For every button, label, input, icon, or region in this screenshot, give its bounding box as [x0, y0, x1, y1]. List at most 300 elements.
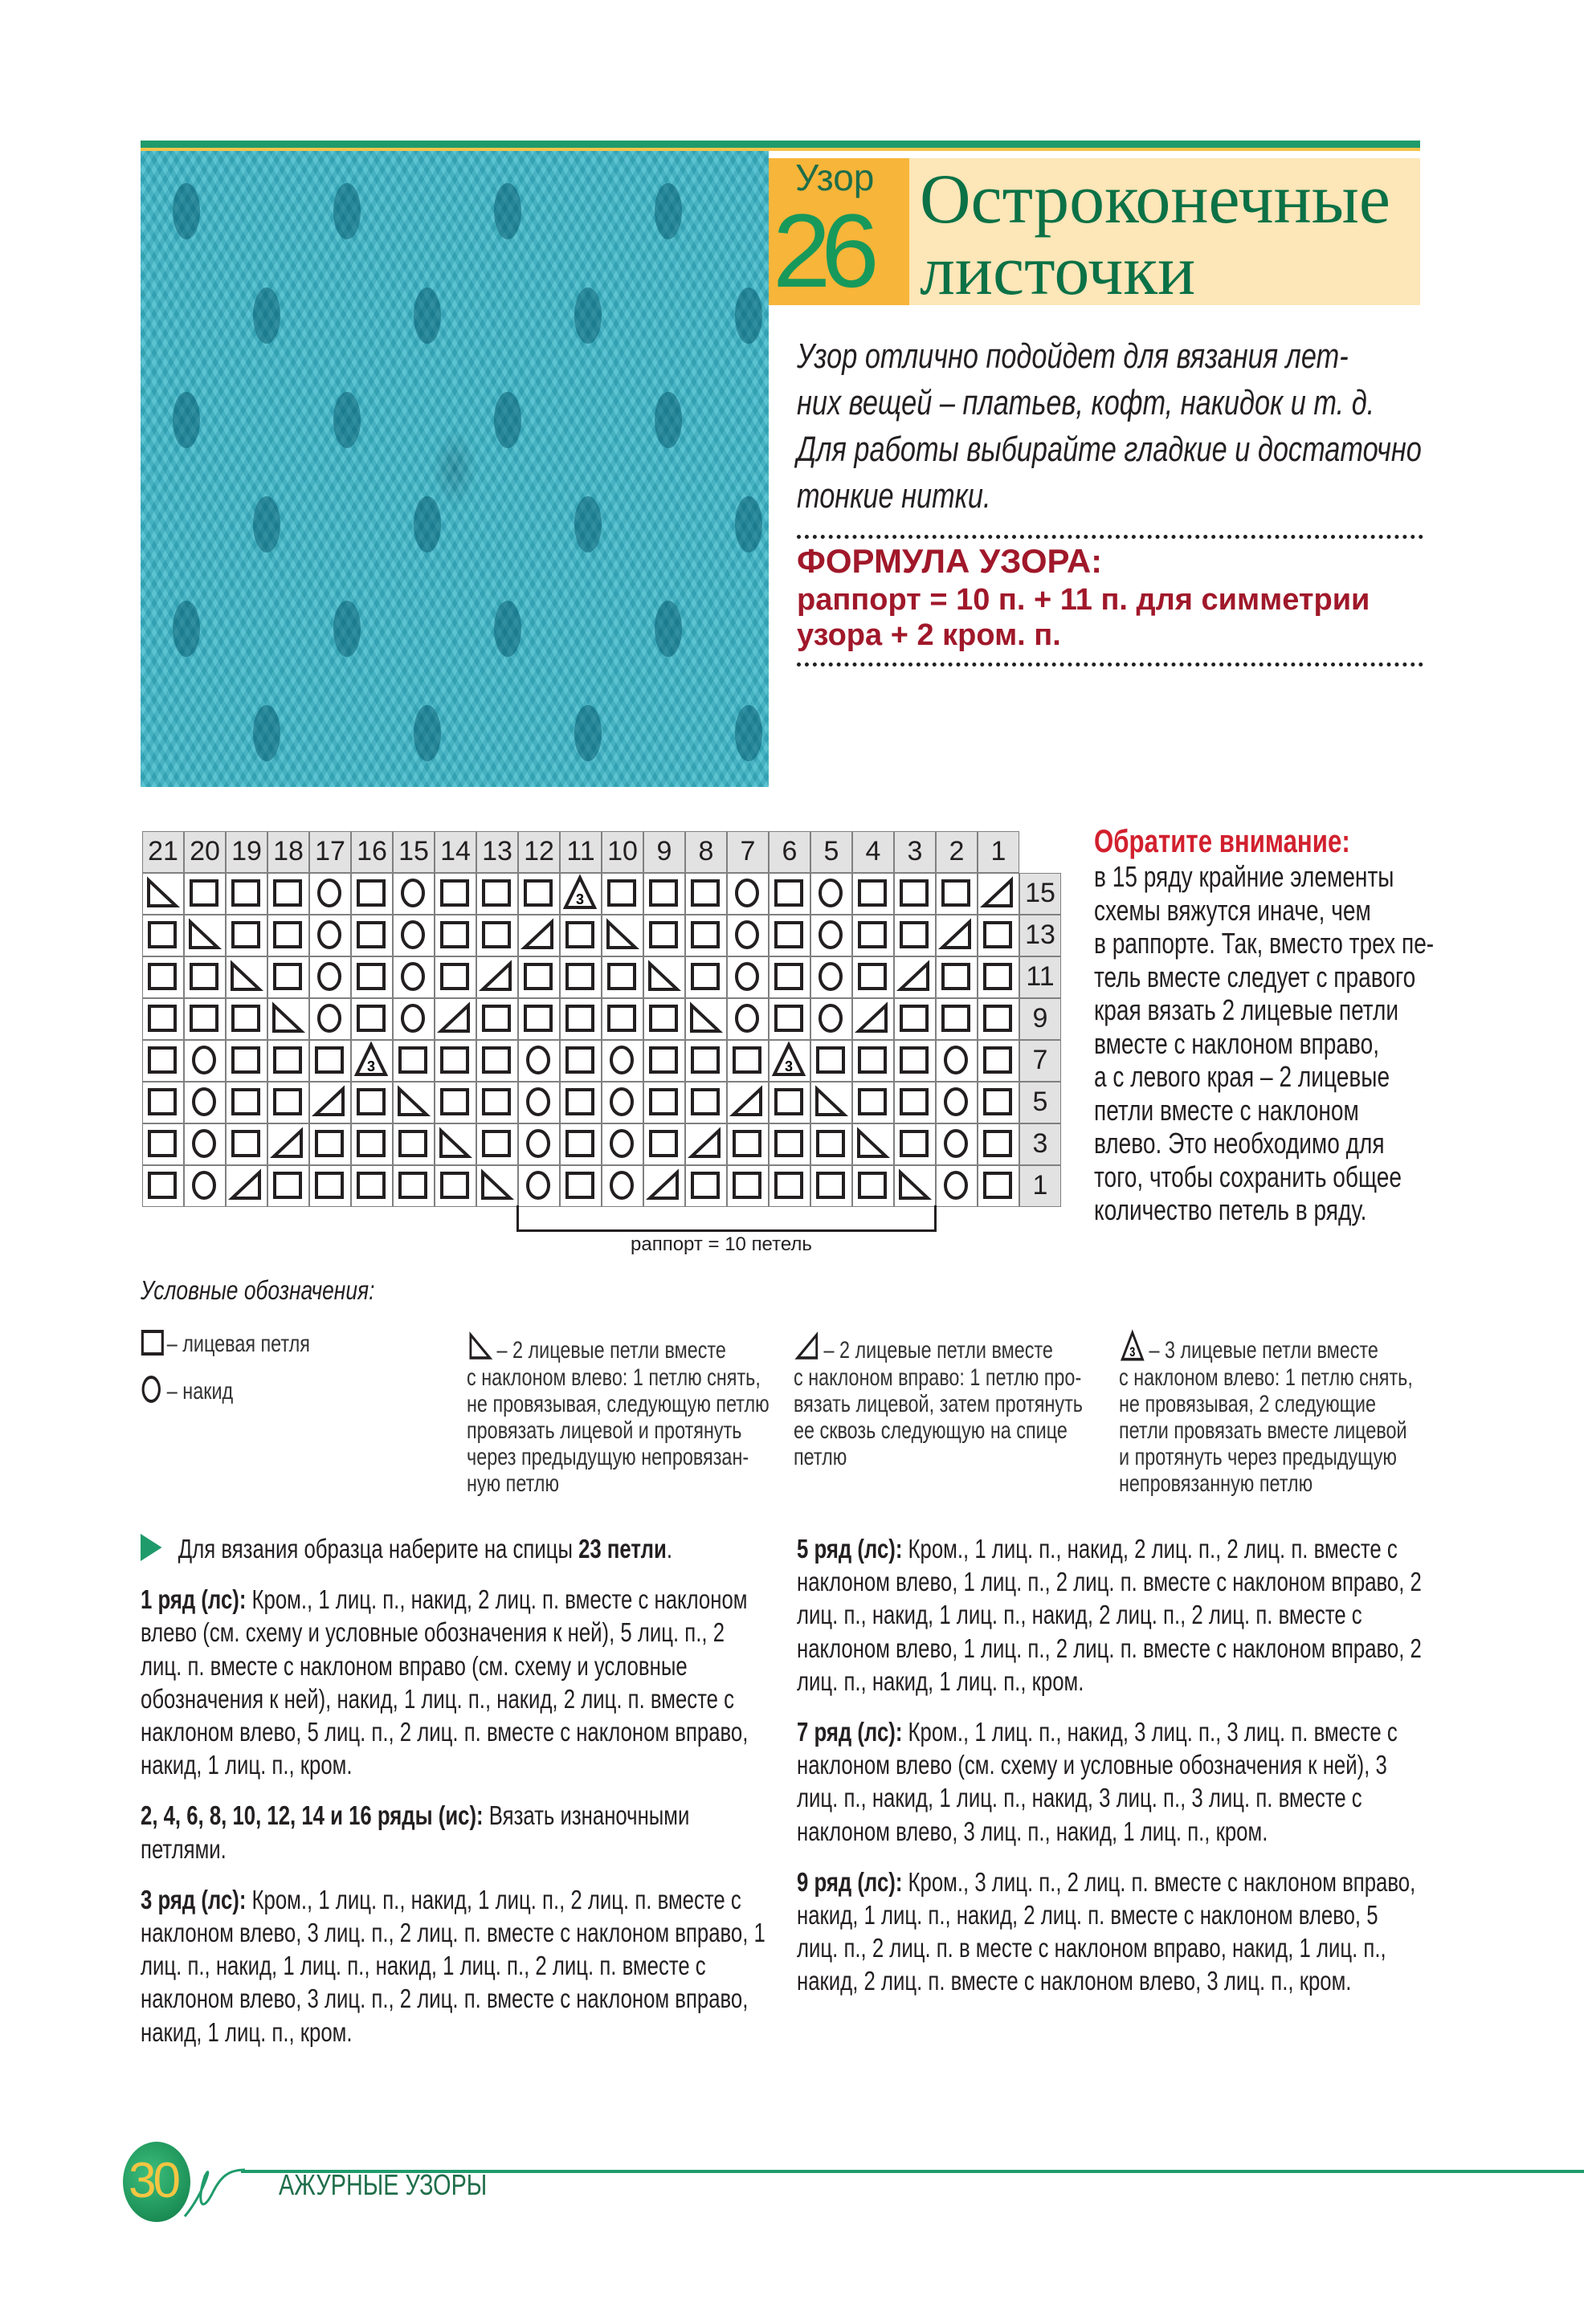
knit-square-icon	[519, 957, 558, 997]
knit-square-icon	[435, 1041, 475, 1080]
chart-cell	[184, 1165, 226, 1207]
chart-cell	[769, 1040, 810, 1082]
k2tog-left-icon	[853, 1124, 892, 1164]
knit-square-icon	[728, 1124, 767, 1164]
chart-cell	[309, 915, 351, 956]
chart-cell	[769, 1082, 810, 1123]
column-number: 14	[435, 831, 476, 873]
chart-cell	[894, 998, 936, 1040]
chart-cell	[518, 956, 560, 998]
chart-cell	[894, 1165, 936, 1207]
chart-cell	[393, 1040, 435, 1082]
lace-hole	[253, 287, 280, 344]
chart-cell	[142, 1040, 184, 1082]
legend-text-line	[794, 1364, 1083, 1391]
knit-square-icon	[895, 915, 934, 955]
chart-cell	[894, 915, 936, 956]
legend-text-first	[467, 1329, 770, 1364]
row-label: 5 ряд (лс):	[797, 1534, 903, 1564]
chart-cell	[184, 1123, 226, 1165]
knit-square-icon	[937, 957, 976, 997]
legend-text-line	[1119, 1364, 1413, 1391]
knit-square-icon	[352, 957, 391, 997]
legend-text: ее сквозь следующую на спице	[794, 1417, 1068, 1444]
knit-square-icon	[978, 1082, 1018, 1122]
chart-cell	[936, 956, 978, 998]
row-number: 9	[1019, 998, 1061, 1040]
description-line: тонкие нитки.	[797, 476, 991, 516]
knit-square-icon	[143, 999, 182, 1038]
chart-cell	[894, 873, 936, 915]
chart-cell	[602, 1040, 643, 1082]
knit-square-icon	[352, 1166, 391, 1205]
chart-cell	[476, 1040, 518, 1082]
chart-cell	[267, 873, 309, 915]
knit-square-icon	[435, 915, 475, 955]
page-number: 30	[129, 2153, 178, 2208]
knit-square-icon	[853, 957, 892, 997]
pattern-description	[797, 333, 1422, 520]
chart-cell	[142, 1082, 184, 1123]
chart-cell	[226, 1040, 267, 1082]
chart-cell	[852, 1040, 894, 1082]
yarn-thread-icon	[181, 2160, 253, 2224]
k2tog-right-icon	[937, 915, 976, 955]
row-number: 7	[1019, 1040, 1061, 1082]
chart-cell	[810, 873, 852, 915]
chart-cell	[810, 1040, 852, 1082]
chart-cell	[309, 1165, 351, 1207]
lace-hole	[655, 392, 682, 448]
k2tog-left-icon	[602, 915, 642, 955]
chart-cell	[184, 956, 226, 998]
chart-cell	[560, 956, 602, 998]
legend-text-first	[794, 1329, 1083, 1364]
legend-text-line	[467, 1391, 770, 1417]
chart-cell	[351, 915, 393, 956]
chart-cell	[643, 956, 685, 998]
chart-cell	[978, 873, 1019, 915]
chart-cell	[226, 1165, 267, 1207]
k3tog-left-icon	[352, 1041, 391, 1080]
top-accent-bar	[141, 141, 1420, 151]
knit-square-icon	[686, 915, 725, 955]
column-number: 3	[894, 831, 936, 873]
column-number: 7	[727, 831, 769, 873]
k3tog-left-icon	[1119, 1329, 1146, 1364]
row-number: 5	[1019, 1082, 1061, 1123]
knit-square-icon	[853, 1082, 892, 1122]
rapport-label: раппорт = 10 петель	[631, 1233, 812, 1255]
yarn-over-circle-icon	[937, 1082, 976, 1122]
chart-cell	[936, 915, 978, 956]
chart-cell	[978, 1123, 1019, 1165]
chart-cell	[435, 1165, 476, 1207]
legend-text: через предыдущую непровязан-	[467, 1444, 749, 1470]
chart-cell	[560, 1165, 602, 1207]
knit-square-icon	[561, 1166, 600, 1205]
knit-square-icon	[686, 1166, 725, 1205]
pattern-number: 26	[773, 192, 870, 309]
legend-text-line	[467, 1470, 770, 1497]
row-label: 7 ряд (лс):	[797, 1717, 903, 1747]
yarn-over-circle-icon	[811, 915, 851, 955]
knit-square-icon	[561, 957, 600, 997]
chart-cell	[393, 956, 435, 998]
knit-square-icon	[602, 957, 642, 997]
yarn-over-circle-icon	[728, 874, 767, 913]
yarn-over-circle-icon	[519, 1166, 558, 1205]
chart-cell	[643, 1040, 685, 1082]
description-line: Для работы выбирайте гладкие и достаточно	[797, 430, 1422, 469]
legend-k3tog-left	[1119, 1329, 1413, 1497]
lace-hole	[735, 705, 762, 761]
row-number: 3	[1019, 1123, 1061, 1165]
legend-text: непровязанную петлю	[1119, 1470, 1313, 1497]
knit-square-icon	[394, 1166, 433, 1205]
chart-cell	[518, 1165, 560, 1207]
knit-square-icon	[185, 874, 224, 913]
chart-cell	[351, 1123, 393, 1165]
column-number: 12	[518, 831, 560, 873]
column-number: 1	[978, 831, 1019, 873]
column-number: 16	[351, 831, 393, 873]
lace-hole	[253, 496, 280, 552]
knit-square-icon	[352, 915, 391, 955]
legend-title: Условные обозначения:	[141, 1275, 375, 1305]
chart-cell	[393, 873, 435, 915]
note-line: влево. Это необходимо для	[1094, 1127, 1385, 1160]
knit-square-icon	[978, 1166, 1018, 1205]
knit-square-icon	[811, 1124, 851, 1164]
chart-cell	[685, 956, 727, 998]
chart-cell	[852, 915, 894, 956]
chart-cell	[769, 998, 810, 1040]
chart-cell	[435, 956, 476, 998]
knit-square-icon	[227, 999, 266, 1038]
knit-square-icon	[477, 915, 516, 955]
chart-cell	[142, 915, 184, 956]
chart-cell	[685, 915, 727, 956]
chart-cell	[309, 998, 351, 1040]
knit-square-icon	[435, 957, 475, 997]
yarn-over-circle-icon	[602, 1124, 642, 1164]
yarn-over-circle-icon	[811, 957, 851, 997]
chart-cell	[184, 915, 226, 956]
lace-hole	[574, 287, 602, 344]
chart-cell	[602, 1082, 643, 1123]
knit-square-icon	[561, 1041, 600, 1080]
lace-hole	[574, 705, 602, 761]
chart-cell	[476, 1082, 518, 1123]
knit-square-icon	[268, 915, 308, 955]
knit-square-icon	[227, 874, 266, 913]
chart-cell	[769, 1123, 810, 1165]
yarn-over-circle-icon	[728, 999, 767, 1038]
knit-square-icon	[141, 1329, 165, 1356]
knit-square-icon	[561, 1082, 600, 1122]
note-line: петли вместе с наклоном	[1094, 1093, 1359, 1127]
note-line: количество петель в ряду.	[1094, 1193, 1367, 1226]
k2tog-left-icon	[143, 874, 182, 913]
column-number: 2	[936, 831, 978, 873]
knit-square-icon	[811, 1041, 851, 1080]
k2tog-right-icon	[477, 957, 516, 997]
legend-text: не провязывая, следующую петлю	[467, 1391, 770, 1417]
chart-cell	[435, 998, 476, 1040]
legend-text-line	[794, 1444, 1083, 1470]
lace-hole	[735, 496, 762, 552]
yarn-over-circle-icon	[394, 999, 433, 1038]
yarn-over-circle-icon	[185, 1166, 224, 1205]
legend-text-first	[1119, 1329, 1413, 1364]
row-number: 11	[1019, 956, 1061, 998]
chart-cell	[936, 1123, 978, 1165]
knit-square-icon	[853, 1166, 892, 1205]
chart-cell	[894, 1123, 936, 1165]
chart-cell	[685, 1082, 727, 1123]
k2tog-left-icon	[268, 999, 308, 1038]
chart-cell	[810, 915, 852, 956]
chart-cell	[727, 1123, 769, 1165]
row-text: Кром., 1 лиц. п., накид, 1 лиц. п., 2 лиц. п. вместе с наклоном влево, 3 лиц. п., 2 лиц. п. вместе с наклоном вправо, 1 лиц. п., накид, 1 лиц. п., накид, 1 лиц. п., 2 лиц. п. вместе с наклоном влево, 3 лиц. п., 2 лиц. п. вместе с наклоном вправо, накид, 1 лиц. п., кром.	[141, 1884, 765, 2047]
chart-cell	[226, 1082, 267, 1123]
chart-cell	[560, 915, 602, 956]
row-text: Кром., 3 лиц. п., 2 лиц. п. вместе с наклоном вправо, накид, 1 лиц. п., накид, 2 лиц. п. вместе с наклоном влево, 5 лиц. п., 2 лиц. п. в месте с наклоном вправо, накид, 1 лиц. п., накид, 2 лиц. п. вместе с наклоном влево, 3 лиц. п., кром.	[797, 1866, 1416, 1996]
note-line: в раппорте. Так, вместо трех пе-	[1094, 927, 1435, 960]
chart-cell	[267, 1082, 309, 1123]
chart-cell	[518, 1123, 560, 1165]
chart-cell	[727, 873, 769, 915]
chart-cell	[351, 873, 393, 915]
knit-square-icon	[143, 1124, 182, 1164]
knit-square-icon	[895, 1082, 934, 1122]
column-number: 19	[226, 831, 267, 873]
chart-cell	[978, 1165, 1019, 1207]
chart-cell	[769, 873, 810, 915]
knit-square-icon	[143, 1041, 182, 1080]
chart-cell	[435, 915, 476, 956]
chart-cell	[267, 1165, 309, 1207]
column-number: 6	[769, 831, 810, 873]
row-text: Кром., 1 лиц. п., накид, 3 лиц. п., 3 лиц. п. вместе с наклоном влево (см. схему и условные обозначения к ней), 3 лиц. п., накид, 1 лиц. п., накид, 3 лиц. п., 3 лиц. п. вместе с наклоном влево, 3 лиц. п., накид, 1 лиц. п., кром.	[797, 1717, 1398, 1846]
knit-square-icon	[519, 874, 558, 913]
chart-cell	[226, 956, 267, 998]
chart-cell	[643, 1165, 685, 1207]
column-number: 8	[685, 831, 727, 873]
knit-square-icon	[644, 874, 684, 913]
knit-square-icon	[770, 1082, 809, 1122]
chart-cell	[685, 1165, 727, 1207]
lace-hole	[574, 496, 602, 552]
knit-square-icon	[686, 874, 725, 913]
yarn-over-circle-icon	[811, 999, 851, 1038]
knit-square-icon	[770, 957, 809, 997]
knit-square-icon	[477, 874, 516, 913]
knit-square-icon	[978, 999, 1018, 1038]
chart-cell	[560, 1123, 602, 1165]
k2tog-right-icon	[268, 1124, 308, 1164]
lace-hole	[735, 287, 762, 344]
knit-square-icon	[602, 874, 642, 913]
chart-cell	[267, 956, 309, 998]
knit-square-icon	[477, 999, 516, 1038]
knit-square-icon	[561, 999, 600, 1038]
knit-square-icon	[477, 1082, 516, 1122]
chart-cell	[727, 998, 769, 1040]
chart-cell	[142, 1165, 184, 1207]
dotted-divider	[797, 663, 1423, 667]
row-label: 2, 4, 6, 8, 10, 12, 14 и 16 ряды (ис):	[141, 1800, 484, 1831]
chart-cell	[685, 1040, 727, 1082]
formula-text: раппорт = 10 п. + 11 п. для симметрии узора + 2 кром. п.	[797, 583, 1370, 652]
chart-cell	[393, 998, 435, 1040]
chart-cell	[142, 956, 184, 998]
yarn-over-circle-icon	[602, 1082, 642, 1122]
knit-square-icon	[770, 999, 809, 1038]
knit-square-icon	[352, 1124, 391, 1164]
page-title-line2: листочки	[920, 232, 1196, 310]
description-line: Узор отлично подойдет для вязания лет-	[797, 336, 1349, 376]
k2tog-left-icon	[811, 1082, 851, 1122]
k2tog-left-icon	[895, 1166, 934, 1205]
chart-cell	[852, 1082, 894, 1123]
knit-square-icon	[978, 957, 1018, 997]
knit-square-icon	[770, 874, 809, 913]
yarn-over-circle-icon	[185, 1041, 224, 1080]
chart-cell	[978, 998, 1019, 1040]
knit-square-icon	[185, 957, 224, 997]
chart-cell	[602, 915, 643, 956]
knit-square-icon	[435, 1166, 475, 1205]
row-number: 15	[1019, 873, 1061, 915]
chart-cell	[518, 1040, 560, 1082]
knit-square-icon	[143, 1166, 182, 1205]
knit-square-icon	[895, 1124, 934, 1164]
chart-cell	[936, 1040, 978, 1082]
column-number: 10	[602, 831, 643, 873]
yarn-over-circle-icon	[728, 957, 767, 997]
legend-knit	[141, 1329, 310, 1357]
svg-text:3: 3	[784, 1058, 794, 1074]
yarn-over-circle-icon	[811, 874, 851, 913]
chart-cell	[351, 1082, 393, 1123]
chart-cell	[560, 1040, 602, 1082]
note-line: вместе с наклоном вправо,	[1094, 1026, 1380, 1060]
column-number: 5	[810, 831, 852, 873]
k2tog-right-icon	[435, 999, 475, 1038]
chart-cell	[351, 1165, 393, 1207]
cast-on-instruction: Для вязания образца наберите на спицы 23 петли.	[141, 1532, 767, 1565]
chart-cell	[393, 915, 435, 956]
chart-cell	[226, 1123, 267, 1165]
knit-square-icon	[477, 1124, 516, 1164]
chart-cell	[936, 873, 978, 915]
legend-text-line	[467, 1364, 770, 1391]
knit-square-icon	[770, 1124, 809, 1164]
yarn-over-circle-icon	[310, 999, 349, 1038]
legend-text: – 2 лицевые петли вместе	[496, 1337, 726, 1364]
note-line: а с левого края – 2 лицевые	[1094, 1060, 1390, 1093]
knit-square-icon	[895, 999, 934, 1038]
chart-cell	[769, 915, 810, 956]
knit-square-icon	[143, 1082, 182, 1122]
column-number: 9	[643, 831, 685, 873]
row-label: 9 ряд (лс):	[797, 1866, 903, 1897]
rapport-bracket	[516, 1205, 937, 1232]
legend-text-line	[467, 1444, 770, 1470]
legend-text: – 2 лицевые петли вместе	[823, 1337, 1053, 1364]
note-line: края вязать 2 лицевые петли	[1094, 993, 1399, 1026]
knit-square-icon	[853, 874, 892, 913]
knit-square-icon	[853, 915, 892, 955]
chart-cell	[309, 956, 351, 998]
k2tog-right-icon	[227, 1166, 266, 1205]
k2tog-left-icon	[394, 1082, 433, 1122]
knit-square-icon	[310, 1124, 349, 1164]
chart-cell	[267, 915, 309, 956]
yarn-over-circle-icon	[394, 874, 433, 913]
knit-square-icon	[352, 999, 391, 1038]
k2tog-right-icon	[794, 1329, 821, 1364]
k2tog-right-icon	[310, 1082, 349, 1122]
knit-square-icon	[644, 1124, 684, 1164]
k2tog-left-icon	[185, 915, 224, 955]
row-text: Кром., 1 лиц. п., накид, 2 лиц. п. вместе с наклоном влево (см. схему и условные обозначения к ней), 5 лиц. п., 2 лиц. п. вместе с наклоном вправо (см. схему и условные обозначения к ней), накид, 1 лиц. п., накид, 2 лиц. п. вместе с наклоном влево, 5 лиц. п., 2 лиц. п. вместе с наклоном вправо, накид, 1 лиц. п., кром.	[141, 1584, 749, 1780]
dotted-divider	[797, 535, 1423, 539]
chart-cell	[978, 1082, 1019, 1123]
lace-hole	[494, 183, 521, 239]
lace-hole	[333, 392, 361, 448]
chart-cell	[602, 873, 643, 915]
knit-square-icon	[227, 915, 266, 955]
chart-cell	[435, 873, 476, 915]
row-text: Кром., 1 лиц. п., накид, 2 лиц. п., 2 лиц. п. вместе с наклоном влево, 1 лиц. п., 2 лиц. п. вместе с наклоном вправо, 2 лиц. п., накид, 1 лиц. п., накид, 2 лиц. п., 2 лиц. п. вместе с наклоном влево, 1 лиц. п., 2 лиц. п. вместе с наклоном вправо, 2 лиц. п., накид, 1 лиц. п., кром.	[797, 1534, 1422, 1696]
knit-square-icon	[770, 915, 809, 955]
chart-cell	[476, 915, 518, 956]
chart-cell	[393, 1165, 435, 1207]
chart-cell	[267, 998, 309, 1040]
yarn-over-circle-icon	[141, 1375, 165, 1404]
note-line: в 15 ряду крайние элементы	[1094, 860, 1394, 893]
k2tog-left-icon	[435, 1124, 475, 1164]
yarn-over-circle-icon	[728, 915, 767, 955]
legend-text: с наклоном влево: 1 петлю снять,	[1119, 1364, 1413, 1391]
lace-hole	[414, 287, 441, 344]
chart-cell	[560, 873, 602, 915]
yarn-over-circle-icon	[519, 1041, 558, 1080]
row-instruction	[797, 1865, 1423, 1998]
chart-cell	[769, 1165, 810, 1207]
k3tog-left-icon	[561, 874, 600, 913]
legend-yarn-over-text: – накид	[166, 1378, 234, 1405]
legend-text-line	[1119, 1470, 1413, 1497]
knit-square-icon	[394, 1041, 433, 1080]
chart-cell	[602, 1123, 643, 1165]
k3tog-left-icon	[770, 1041, 809, 1080]
chart-cell	[142, 1123, 184, 1165]
chart-cell	[769, 956, 810, 998]
yarn-over-circle-icon	[937, 1124, 976, 1164]
legend-text-line	[794, 1391, 1083, 1417]
svg-text:3: 3	[575, 891, 585, 907]
knit-square-icon	[227, 1082, 266, 1122]
chart-cell	[978, 956, 1019, 998]
lace-hole	[414, 705, 441, 761]
row-text: Вязать изнаночными петлями.	[141, 1800, 690, 1864]
chart-cell	[351, 1040, 393, 1082]
knit-square-icon	[310, 1041, 349, 1080]
